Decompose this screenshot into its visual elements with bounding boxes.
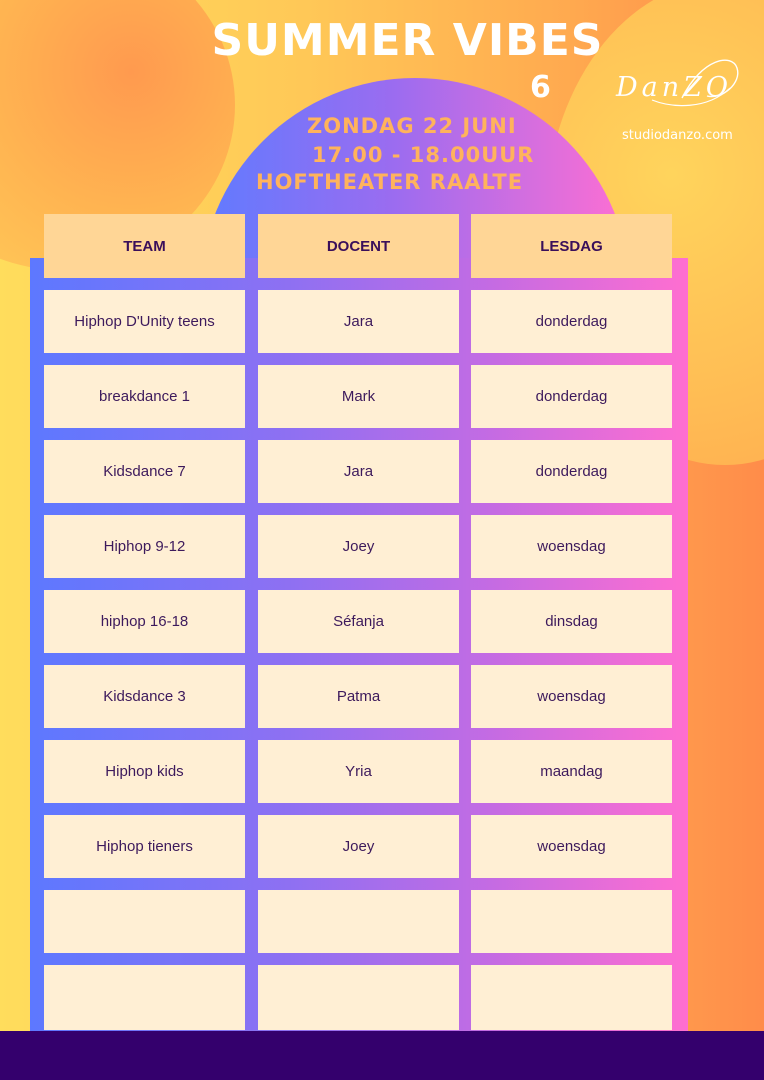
table-cell-team: hiphop 16-18: [44, 590, 245, 653]
footer-bar: [0, 1031, 764, 1080]
table-cell-lesdag: maandag: [471, 740, 672, 803]
logo-wordmark: DanZO: [616, 72, 733, 103]
table-cell-lesdag: dinsdag: [471, 590, 672, 653]
table-cell-team: [44, 890, 245, 953]
table-cell-lesdag: [471, 965, 672, 1030]
event-date: ZONDAG 22 JUNI: [307, 114, 517, 138]
poster-title: SUMMER VIBES: [211, 15, 604, 66]
table-cell-lesdag: donderdag: [471, 290, 672, 353]
table-cell-team: [44, 965, 245, 1030]
header-team: TEAM: [44, 214, 245, 278]
table-cell-docent: Jara: [258, 290, 459, 353]
table-cell-docent: [258, 890, 459, 953]
table-cell-lesdag: woensdag: [471, 815, 672, 878]
table-cell-docent: Séfanja: [258, 590, 459, 653]
table-cell-docent: Joey: [258, 515, 459, 578]
table-cell-lesdag: [471, 890, 672, 953]
table-cell-team: Kidsdance 7: [44, 440, 245, 503]
table-cell-team: Hiphop kids: [44, 740, 245, 803]
event-venue: HOFTHEATER RAALTE: [256, 170, 524, 194]
table-cell-docent: Patma: [258, 665, 459, 728]
table-cell-team: breakdance 1: [44, 365, 245, 428]
table-cell-docent: [258, 965, 459, 1030]
table-cell-lesdag: woensdag: [471, 665, 672, 728]
table-cell-docent: Yria: [258, 740, 459, 803]
table-cell-docent: Joey: [258, 815, 459, 878]
header-lesdag: LESDAG: [471, 214, 672, 278]
table-cell-docent: Mark: [258, 365, 459, 428]
table-cell-lesdag: woensdag: [471, 515, 672, 578]
table-cell-docent: Jara: [258, 440, 459, 503]
event-time: 17.00 - 18.00UUR: [312, 143, 535, 167]
poster-edition: 6: [530, 70, 551, 105]
header-docent: DOCENT: [258, 214, 459, 278]
table-cell-team: Hiphop 9-12: [44, 515, 245, 578]
table-cell-lesdag: donderdag: [471, 440, 672, 503]
table-cell-team: Kidsdance 3: [44, 665, 245, 728]
table-cell-team: Hiphop tieners: [44, 815, 245, 878]
table-cell-team: Hiphop D'Unity teens: [44, 290, 245, 353]
logo-url: studiodanzo.com: [622, 128, 733, 143]
studio-logo: [612, 38, 744, 148]
table-cell-lesdag: donderdag: [471, 365, 672, 428]
